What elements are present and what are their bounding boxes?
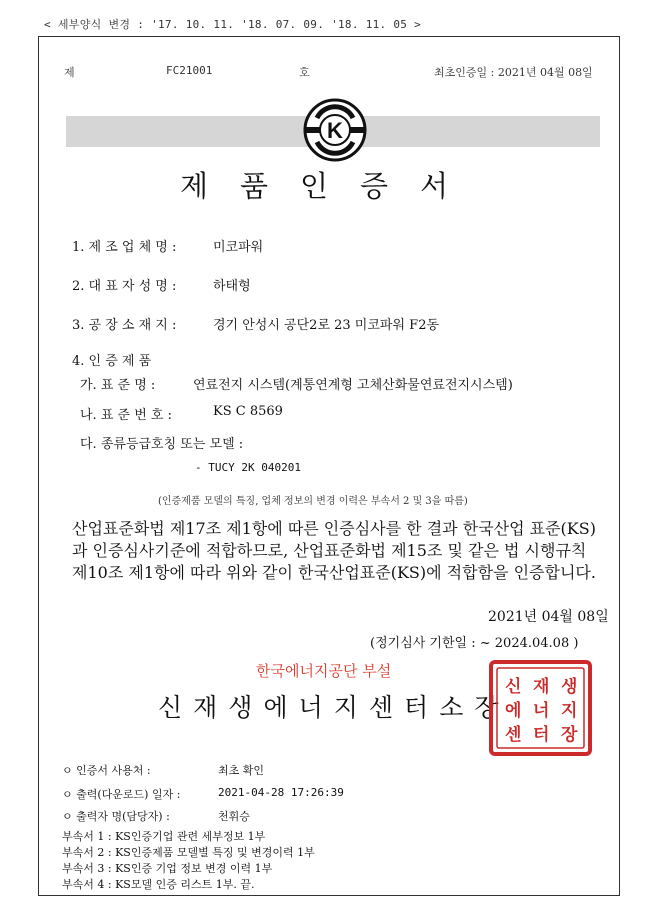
ks-mark-icon: [303, 98, 367, 162]
usage-label: ㅇ 인증서 사용처 :: [62, 764, 151, 777]
model-label: 다. 종류등급호칭 또는 모델 :: [80, 437, 244, 452]
official-seal: [489, 660, 592, 756]
svg-text:너: 너: [533, 701, 550, 721]
svg-text:센: 센: [505, 725, 522, 745]
print-time-value: 2021-04-28 17:26:39: [218, 786, 344, 799]
issuer-line1: 한국에너지공단 부설: [256, 662, 392, 680]
certification-statement: 산업표준화법 제17조 제1항에 따른 인증심사를 한 결과 한국산업 표준(KS)과 인증심사기준에 적합하므로, 산업표준화법 제15조 및 같은 법 시행규칙 제10조 제1항에 따라 위와 같이 한국산업표준(KS)에 적합함을 인증합니다.: [72, 519, 596, 582]
print-time-label: ㅇ 출력(다운로드) 일자 :: [62, 788, 181, 801]
field-company-value: 미코파워: [213, 240, 264, 255]
ks-mark-letter: K: [327, 118, 343, 143]
certificate-title: 제품인증서: [179, 169, 481, 203]
annex-4: 부속서 4 : KS모델 인증 리스트 1부. 끝.: [62, 878, 255, 891]
standard-number-label: 나. 표 준 번 호 :: [80, 408, 172, 423]
field-company-label: 1. 제 조 업 체 명 :: [72, 240, 177, 255]
annex-2: 부속서 2 : KS인증제품 모델별 특징 및 변경이력 1부: [62, 846, 315, 859]
model-value: - TUCY 2K 040201: [195, 461, 301, 474]
svg-text:생: 생: [561, 677, 578, 697]
first-cert-date: 최초인증일 : 2021년 04월 08일: [434, 66, 593, 79]
cert-number-prefix: 제: [64, 66, 75, 79]
revision-history: < 세부양식 변경 : '17. 10. 11. '18. 07. 09. '18. 11. 05 >: [44, 18, 422, 31]
svg-text:신: 신: [505, 677, 522, 697]
issue-date: 2021년 04월 08일: [488, 609, 609, 625]
cert-number: FC21001: [166, 64, 213, 77]
field-ceo-label: 2. 대 표 자 성 명 :: [72, 279, 177, 294]
svg-text:장: 장: [561, 725, 578, 745]
product-heading: 4. 인 증 제 품: [72, 354, 152, 369]
svg-text:에: 에: [505, 701, 522, 721]
printer-label: ㅇ 출력자 명(담당자) :: [62, 810, 170, 823]
annex-3: 부속서 3 : KS인증 기업 정보 변경 이력 1부: [62, 862, 273, 875]
field-address-label: 3. 공 장 소 재 지 :: [72, 318, 177, 333]
standard-name-value: 연료전지 시스템(계통연계형 고체산화물연료전지시스템): [193, 378, 513, 393]
svg-text:지: 지: [561, 701, 578, 721]
field-address-value: 경기 안성시 공단2로 23 미코파워 F2동: [213, 318, 440, 333]
cert-number-suffix: 호: [299, 66, 310, 79]
issuer-line2: 신재생에너지센터소장: [158, 693, 510, 722]
svg-text:터: 터: [533, 725, 550, 745]
svg-text:재: 재: [533, 677, 550, 697]
standard-number-value: KS C 8569: [213, 404, 283, 419]
standard-name-label: 가. 표 준 명 :: [80, 378, 156, 393]
printer-value: 천휘승: [218, 810, 250, 823]
annex-note: (인증제품 모델의 특징, 업체 정보의 변경 이력은 부속서 2 및 3을 따름): [158, 496, 468, 507]
annex-1: 부속서 1 : KS인증기업 관련 세부정보 1부: [62, 830, 266, 843]
review-deadline: (정기심사 기한일 : ~ 2024.04.08 ): [370, 636, 579, 651]
field-ceo-value: 하태형: [213, 279, 251, 294]
usage-value: 최초 확인: [218, 764, 265, 777]
